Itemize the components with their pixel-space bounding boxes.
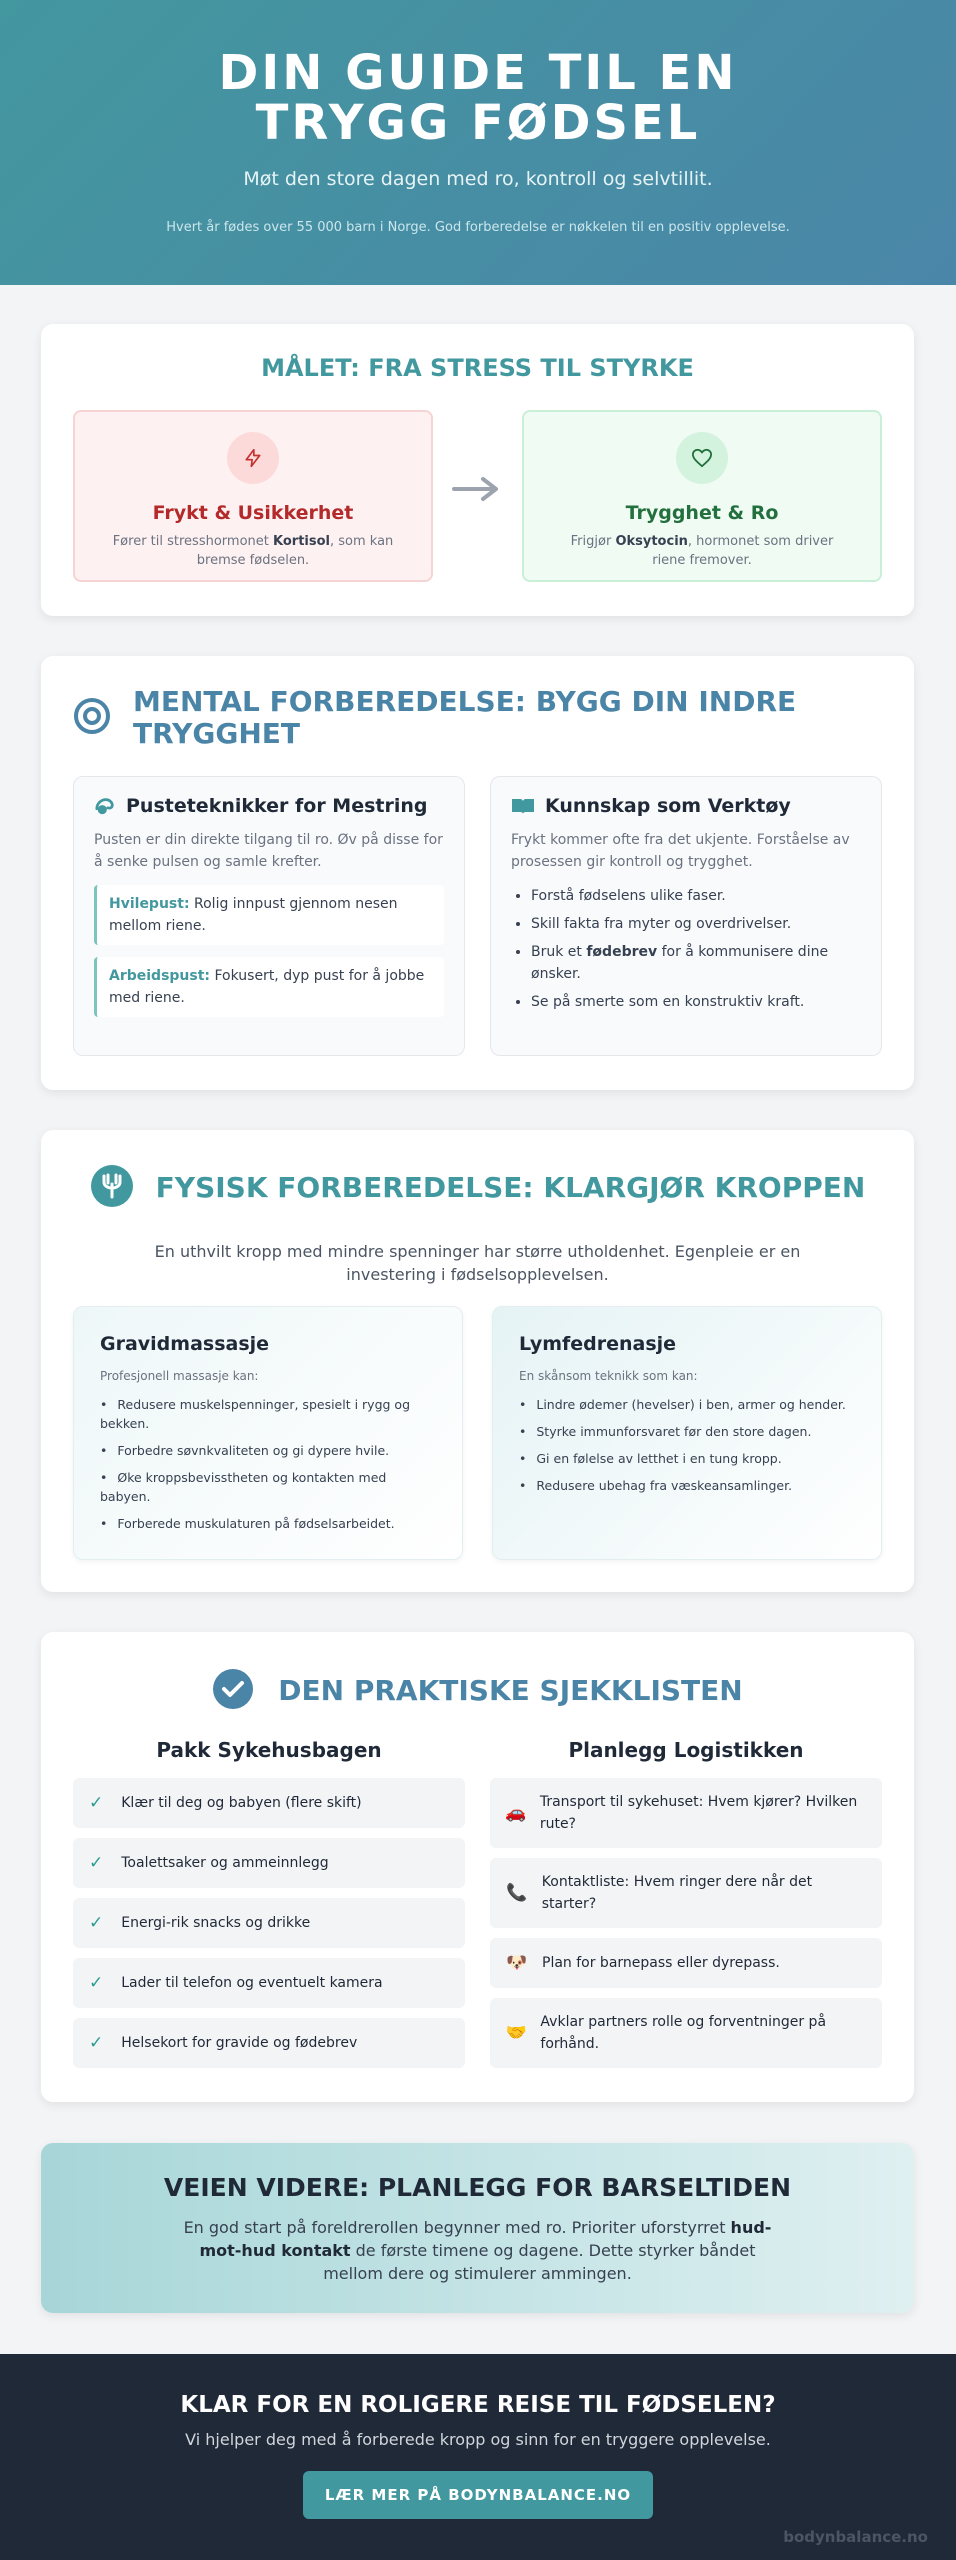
fear-text: Fører til stresshormonet Kortisol, som kan bremse fødselen. xyxy=(112,534,394,568)
list-item: • Øke kroppsbevisstheten og kontakten med babyen. xyxy=(100,1468,436,1506)
brand-watermark: bodynbalance.no xyxy=(783,2528,928,2546)
footer xyxy=(0,2354,956,2560)
physical-section xyxy=(41,1130,914,1592)
physical-intro: En uthvilt kropp med mindre spenninger har større utholdenhet. Egenpleie er en investering i fødselsopplevelsen. xyxy=(154,1242,801,1284)
calm-text: Frigjør Oksytocin, hormonet som driver riene fremover. xyxy=(570,534,834,568)
massage-title: Gravidmassasje xyxy=(100,1333,270,1355)
calm-box xyxy=(522,410,882,582)
list-item: • Gi en følelse av letthet i en tung kropp. xyxy=(519,1449,855,1468)
mental-section xyxy=(41,656,914,1090)
target-icon xyxy=(73,697,111,739)
hero-banner xyxy=(0,0,956,285)
fear-title: Frykt & Usikkerhet xyxy=(152,502,354,524)
check-circle-icon xyxy=(212,1668,254,1714)
arrow-right-icon xyxy=(451,476,501,506)
logistics-item: 🤝 Avklar partners rolle og forventninger på forhånd. xyxy=(490,1998,882,2068)
checkmark-icon: ✓ xyxy=(89,2033,104,2053)
logistics-item: 🚗 Transport til sykehuset: Hvem kjører? Hvilken rute? xyxy=(490,1778,882,1848)
heart-icon xyxy=(676,432,728,484)
goal-title: MÅLET: FRA STRESS TIL STYRKE xyxy=(261,354,694,382)
breathing-lead: Pusten er din direkte tilgang til ro. Øv på disse for å senke pulsen og samle krefter. xyxy=(94,832,443,870)
physical-title: FYSISK FORBEREDELSE: KLARGJØR KROPPEN xyxy=(155,1171,866,1204)
checklist-header xyxy=(41,1668,914,1714)
list-item: • Redusere muskelspenninger, spesielt i rygg og bekken. xyxy=(100,1395,436,1433)
list-item: • Lindre ødemer (hevelser) i ben, armer og hender. xyxy=(519,1395,855,1414)
knowledge-lead: Frykt kommer ofte fra det ukjente. Forståelse av prosessen gir kontroll og trygghet. xyxy=(511,832,850,870)
car-icon: 🚗 xyxy=(505,1803,527,1823)
knowledge-list xyxy=(511,885,861,1013)
mental-title: MENTAL FORBEREDELSE: BYGG DIN INDRE TRYGGHET xyxy=(133,685,797,750)
lightning-icon xyxy=(227,432,279,484)
list-item: • Forstå fødselens ulike faser. xyxy=(531,885,861,907)
hospital-bag-column xyxy=(73,1738,465,2078)
list-item: • Bruk et fødebrev for å kommunisere dine ønsker. xyxy=(531,941,861,985)
list-item: • Se på smerte som en konstruktiv kraft. xyxy=(531,991,861,1013)
list-item: • Redusere ubehag fra væskeansamlinger. xyxy=(519,1476,855,1495)
wind-icon xyxy=(94,796,116,816)
checklist-item: ✓ Toalettsaker og ammeinnlegg xyxy=(73,1838,465,1888)
checkmark-icon: ✓ xyxy=(89,1853,104,1873)
logistics-column xyxy=(490,1738,882,2078)
lymph-drainage-box xyxy=(492,1306,882,1560)
goal-section xyxy=(41,324,914,616)
footer-subtitle: Vi hjelper deg med å forberede kropp og sinn for en tryggere opplevelse. xyxy=(185,2430,771,2449)
calm-title: Trygghet & Ro xyxy=(625,502,779,524)
checklist-section xyxy=(41,1632,914,2102)
physical-header xyxy=(41,1164,914,1212)
handshake-icon: 🤝 xyxy=(505,2023,527,2043)
fear-box xyxy=(73,410,433,582)
mental-header xyxy=(73,686,873,750)
logistics-item: 🐶 Plan for barnepass eller dyrepass. xyxy=(490,1938,882,1988)
lymph-title: Lymfedrenasje xyxy=(519,1333,677,1355)
knowledge-panel xyxy=(490,776,882,1056)
list-item: • Forberede muskulaturen på fødselsarbeidet. xyxy=(100,1514,436,1533)
hero-subtitle: Møt den store dagen med ro, kontroll og selvtillit. xyxy=(243,168,713,190)
tip-rest-breath: Hvilepust: Rolig innpust gjennom nesen mellom riene. xyxy=(94,885,444,945)
breathing-heading: Pusteteknikker for Mestring xyxy=(94,795,444,817)
phone-icon: 📞 xyxy=(506,1883,528,1903)
breathing-panel xyxy=(73,776,465,1056)
footer-title: KLAR FOR EN ROLIGERE REISE TIL FØDSELEN? xyxy=(180,2392,776,2418)
list-item: • Styrke immunforsvaret før den store dagen. xyxy=(519,1422,855,1441)
checkmark-icon: ✓ xyxy=(89,1913,104,1933)
logistics-title: Planlegg Logistikken xyxy=(568,1738,804,1762)
checkmark-icon: ✓ xyxy=(89,1793,104,1813)
checklist-item: ✓ Helsekort for gravide og fødebrev xyxy=(73,2018,465,2068)
list-item: • Forbedre søvnkvaliteten og gi dypere hvile. xyxy=(100,1441,436,1460)
massage-hands-icon xyxy=(90,1164,134,1212)
pregnancy-massage-box xyxy=(73,1306,463,1560)
checklist-item: ✓ Energi-rik snacks og drikke xyxy=(73,1898,465,1948)
hero-fact: Hvert år fødes over 55 000 barn i Norge. God forberedelse er nøkkelen til en positiv opplevelse. xyxy=(166,220,790,235)
list-item: • Skill fakta fra myter og overdrivelser. xyxy=(531,913,861,935)
page-title: DIN GUIDE TIL EN TRYGG FØDSEL xyxy=(218,45,738,151)
lymph-lead: En skånsom teknikk som kan: xyxy=(519,1369,698,1383)
lymph-list xyxy=(519,1395,855,1495)
bag-title: Pakk Sykehusbagen xyxy=(156,1738,382,1762)
checklist-title: DEN PRAKTISKE SJEKKLISTEN xyxy=(278,1674,743,1707)
checklist-item: ✓ Lader til telefon og eventuelt kamera xyxy=(73,1958,465,2008)
learn-more-button[interactable]: LÆR MER PÅ BODYNBALANCE.NO xyxy=(303,2471,653,2519)
open-book-icon xyxy=(511,797,535,815)
massage-lead: Profesjonell massasje kan: xyxy=(100,1369,259,1383)
logistics-item: 📞 Kontaktliste: Hvem ringer dere når det starter? xyxy=(490,1858,882,1928)
next-steps-section xyxy=(41,2143,914,2313)
checklist-item: ✓ Klær til deg og babyen (flere skift) xyxy=(73,1778,465,1828)
next-title: VEIEN VIDERE: PLANLEGG FOR BARSELTIDEN xyxy=(163,2173,792,2202)
next-text: En god start på foreldrerollen begynner med ro. Prioriter uforstyrret hud-mot-hud kontakt de første timene og dagene. Dette styrker båndet mellom dere og stimulerer ammingen. xyxy=(183,2218,772,2283)
tip-work-breath: Arbeidspust: Fokusert, dyp pust for å jobbe med riene. xyxy=(94,957,444,1017)
knowledge-heading: Kunnskap som Verktøy xyxy=(511,795,861,817)
massage-list xyxy=(100,1395,436,1533)
checkmark-icon: ✓ xyxy=(89,1973,104,1993)
dog-icon: 🐶 xyxy=(506,1953,528,1973)
